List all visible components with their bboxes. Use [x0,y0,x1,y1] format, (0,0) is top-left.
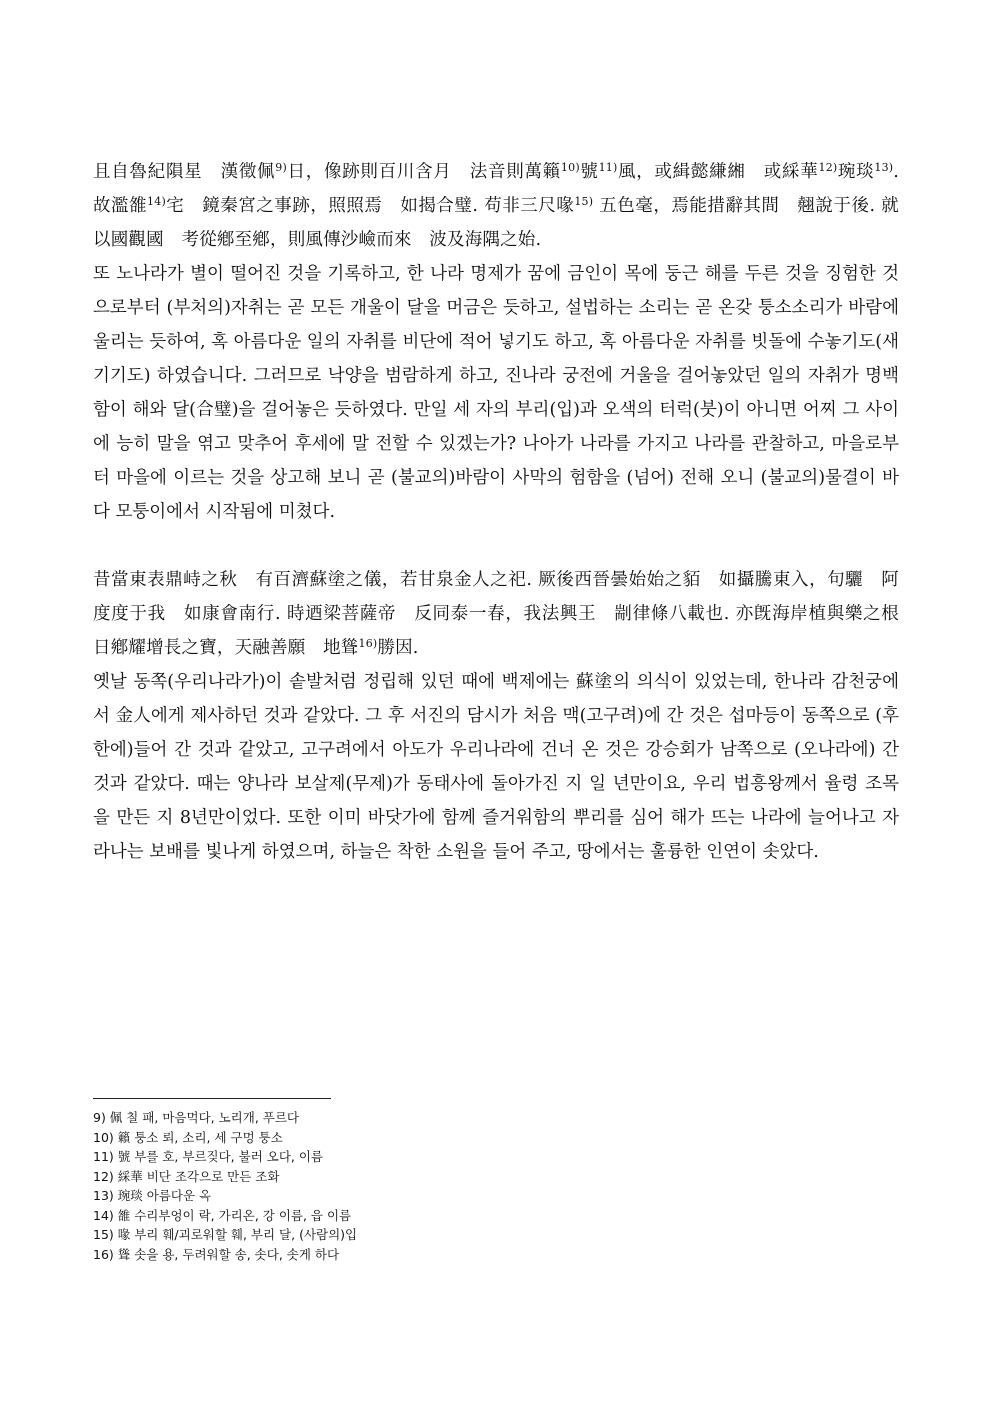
hanja-1-part-6: . 故濫雒 [93,162,900,216]
hanja-1-part-1: 且自魯紀隕星 漢徵佩 [93,162,276,182]
footnote-10: 10) 籟 퉁소 뢰, 소리, 세 구멍 퉁소 [93,1129,283,1145]
footnotes-section [93,1098,899,1264]
hanja-1-part-8: 五色毫，焉能措辭其間 翹說于後. 就以國觀國 考從鄕至鄕，則風傳沙嶮而來 波及海隅之始. [93,196,899,250]
footnote-ref-12[interactable]: 12) [818,161,838,174]
footnote-9: 9) 佩 칠 패, 마음먹다, 노리개, 푸르다 [93,1110,299,1125]
hanja-passage-2 [93,563,917,665]
hanja-passage-1 [93,155,899,257]
korean-translation-1: 또 노나라가 별이 떨어진 것을 기록하고, 한 나라 명제가 꿈에 금인이 목에 둥근 해를 두른 것을 징험한 것으로부터 (부처의)자취는 곧 모든 개울이 달을 머금은 듯하고, 설법하는 소리는 곧 온갖 퉁소소리가 바람에 울리는 듯하여, 혹 아름다운 일의 자취를 비단에 적어 넣기도 하고, 혹 아름다운 자취를 빗돌에 수놓기도(새기기도) 하였습니다. 그러므로 낙양을 범람하게 하고, 진나라 궁전에 거울을 걸어놓았던 일의 자취가 명백함이 해와 달(合璧)을 걸어놓은 듯하였다. 만일 세 자의 부리(입)과 오색의 터럭(붓)이 아니면 어찌 그 사이에 능히 말을 엮고 맞추어 후세에 말 전할 수 있겠는가? 나아가 나라를 가지고 나라를 관찰하고, 마을로부터 마을에 이르는 것을 상고해 보니 곧 (불교의)바람이 사막의 험함을 (넘어) 전해 오니 (불교의)물결이 바다 모퉁이에서 시작됨에 미쳤다. [93,264,899,522]
hanja-2-part-1: 昔當東表鼎峙之秋 有百濟蘇塗之儀，若甘泉金人之祀. 厥後西晉曇始始之貊 如攝騰東入，句驪 阿度度于我 如康會南行. 時迺梁菩薩帝 反同泰一春，我法興王 剬律條八載也. 亦旣海岸植與樂之根 日鄕耀增長之寶，天融善願 地聳 [93,570,917,658]
footnote-ref-14[interactable]: 14) [147,195,166,208]
footnote-ref-16[interactable]: 16) [358,637,378,650]
hanja-1-part-7: 宅 鏡秦宮之事跡，照照焉 如揭合璧. 苟非三尺喙 [165,196,575,216]
footnote-ref-13[interactable]: 13) [874,161,894,174]
footnote-16: 16) 聳 솟을 용, 두려워할 송, 솟다, 솟게 하다 [93,1246,340,1262]
hanja-1-part-4: 風，或緝懿縑緗 或綵華 [617,162,819,182]
footnote-ref-15[interactable]: 15) [574,195,594,208]
footnote-ref-10[interactable]: 10) [560,161,580,174]
footnote-13: 13) 琬琰 아름다운 옥 [93,1188,212,1203]
footnote-12: 12) 綵華 비단 조각으로 만든 조화 [93,1168,280,1184]
paragraph-gap [93,529,899,563]
korean-translation-2: 옛날 동쪽(우리나라가)이 솥발처럼 정립해 있던 때에 백제에는 蘇塗의 의식이 있었는데, 한나라 감천궁에서 金人에게 제사하던 것과 같았다. 그 후 서진의 담시가 처음 맥(고구려)에 간 것은 섭마등이 동쪽으로 (후한에)들어 간 것과 같았고, 고구려에서 아도가 우리나라에 건너 온 것은 강승회가 남쪽으로 (오나라에) 간 것과 같았다. 때는 양나라 보살제(무제)가 동태사에 돌아가진 지 일 년만이요, 우리 법흥왕께서 율령 조목을 만든 지 8년만이었다. 또한 이미 바닷가에 함께 즐거워함의 뿌리를 심어 해가 뜨는 나라에 늘어나고 자라나는 보배를 빛나게 하였으며, 하늘은 착한 소원을 들어 주고, 땅에서는 훌륭한 인연이 솟았다. [93,672,899,862]
footnote-ref-9[interactable]: 9) [275,161,287,174]
hanja-1-part-3: 號 [579,162,599,182]
footnote-14: 14) 雒 수리부엉이 락, 가리온, 강 이름, 읍 이름 [93,1207,352,1223]
footnote-11: 11) 號 부를 호, 부르짖다, 불러 오다, 이름 [93,1149,323,1164]
footnote-15: 15) 喙 부리 훼/괴로워할 훼, 부리 달, (사람의)입 [93,1227,358,1242]
hanja-2-part-2: 勝因. [377,638,419,658]
document-body [93,155,917,869]
hanja-1-part-2: 日，像跡則百川含月 法音則萬籟 [286,162,561,182]
footnote-separator [93,1098,331,1099]
hanja-1-part-5: 琬琰 [837,162,875,182]
footnote-ref-11[interactable]: 11) [598,161,618,174]
